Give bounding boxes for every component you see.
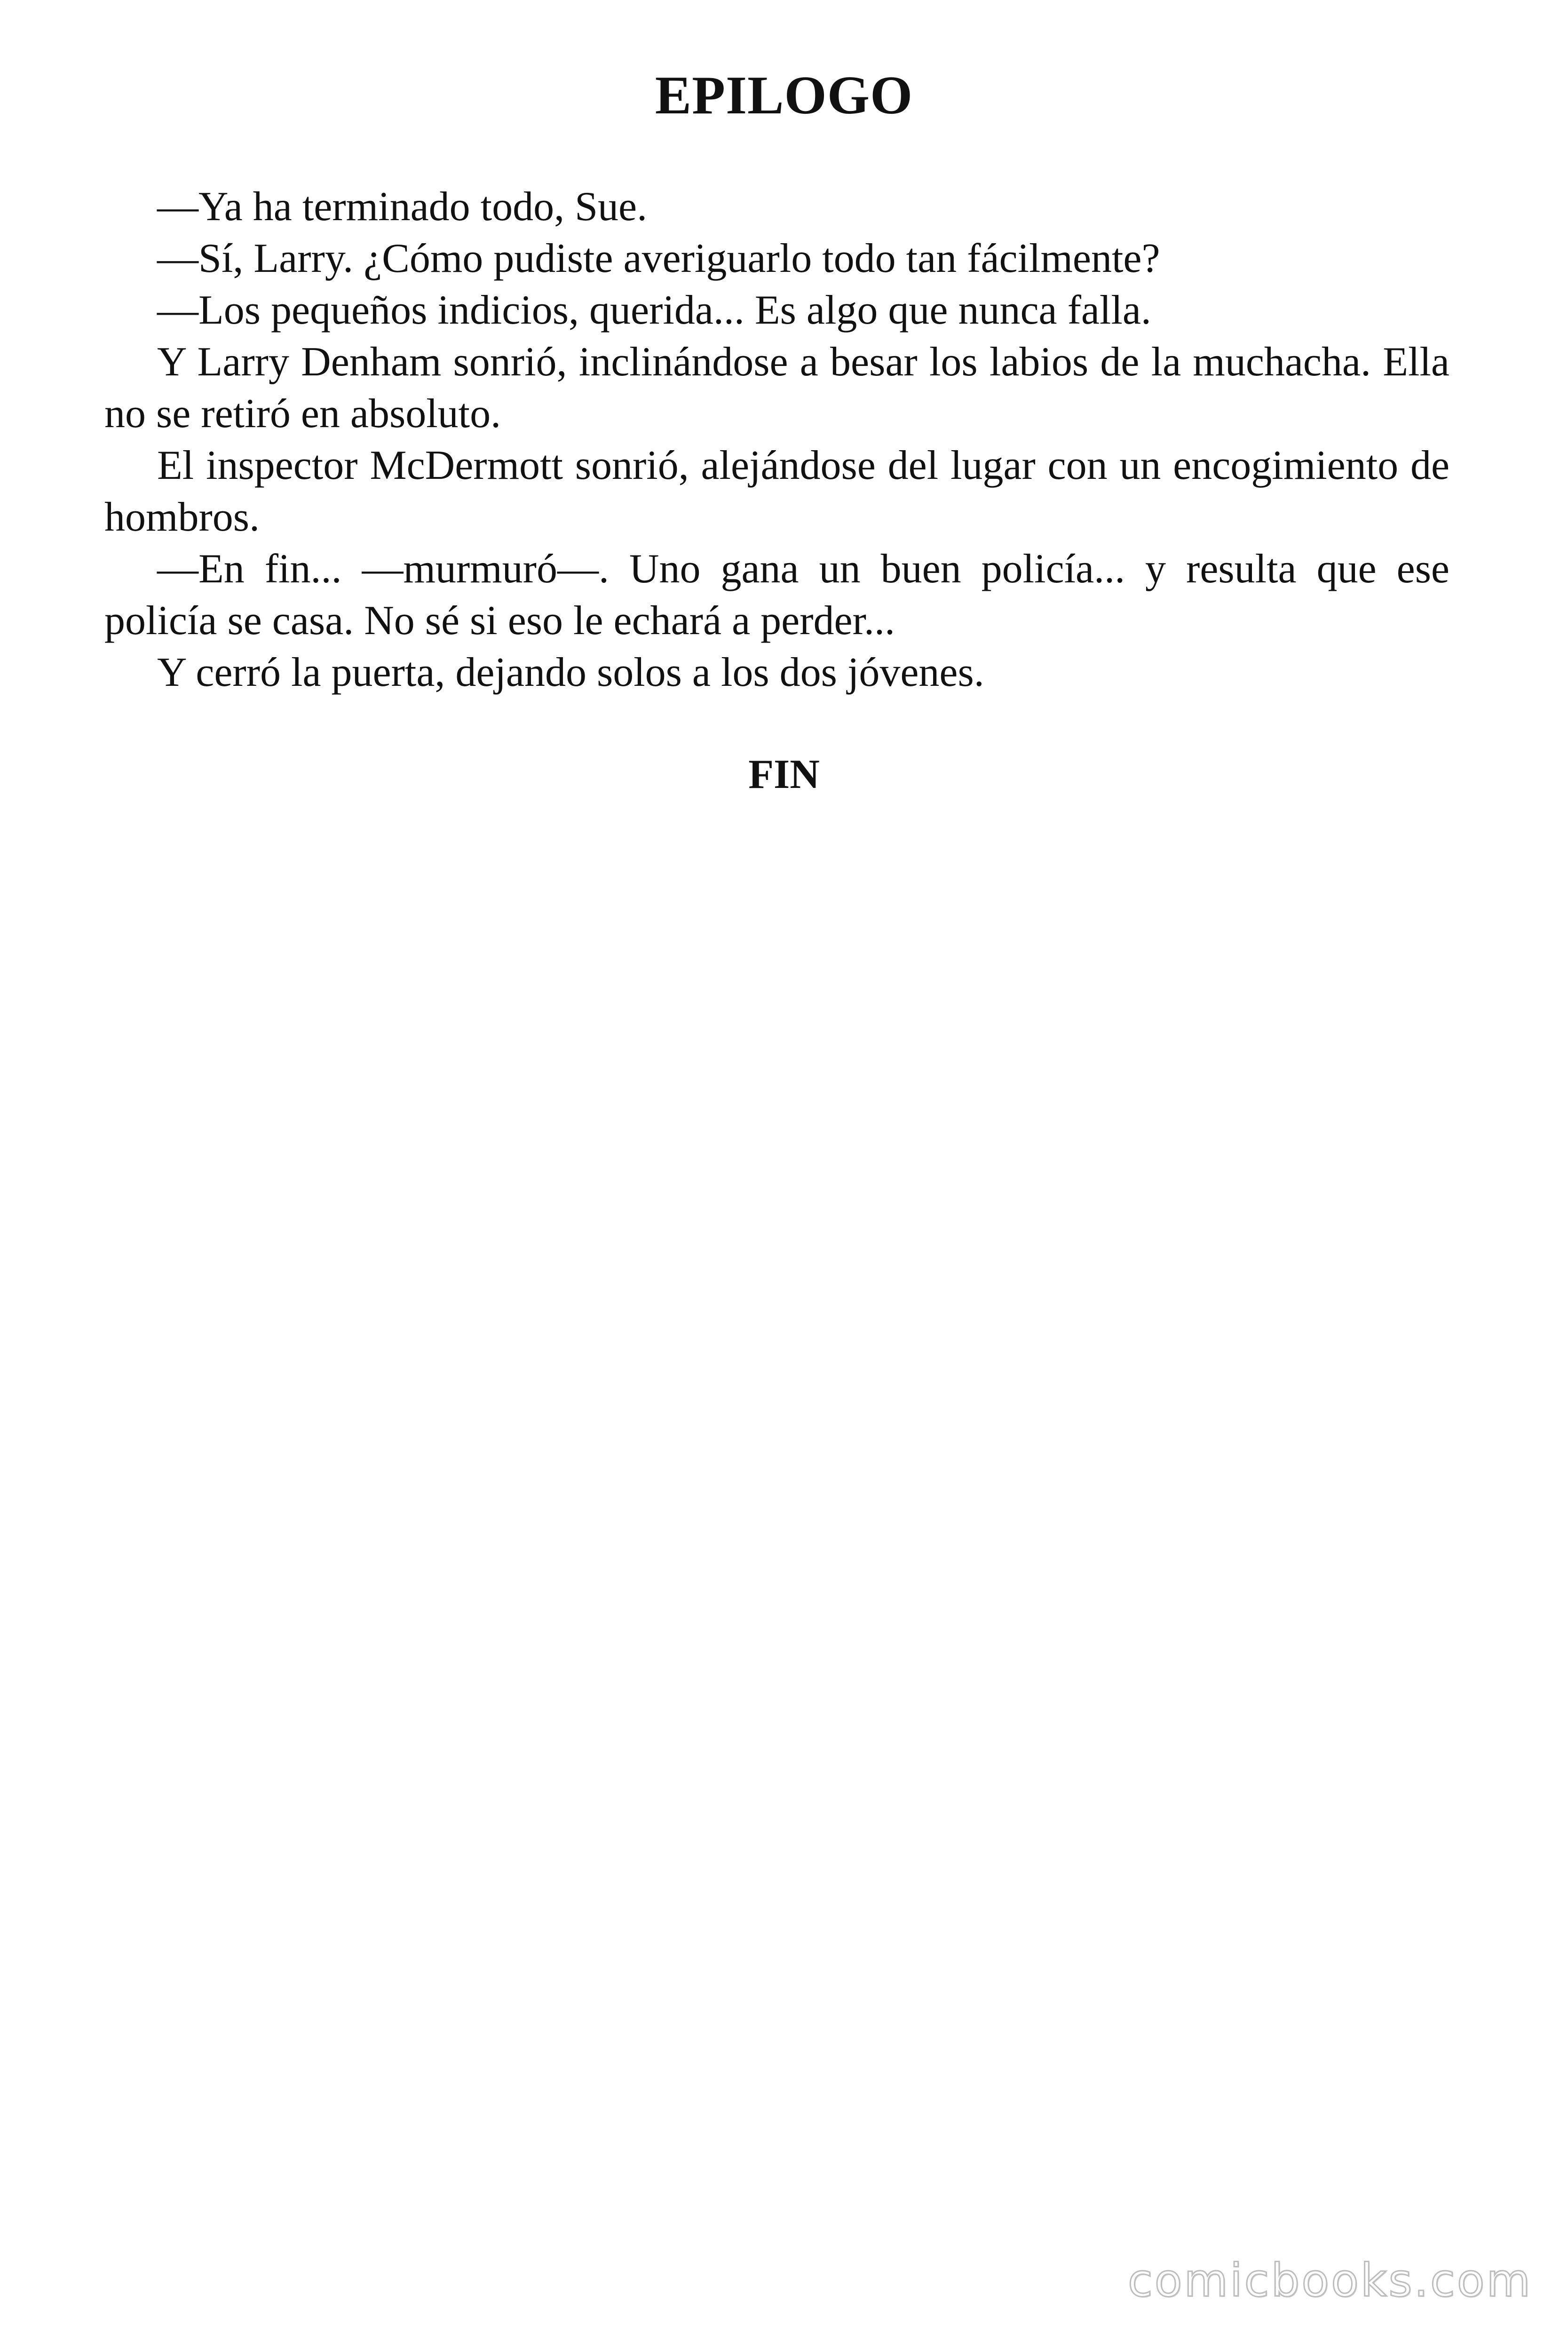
paragraph: —Ya ha terminado todo, Sue. — [157, 184, 648, 230]
paragraph: —En fin... —murmuró—. Uno gana un buen policía... y resulta que ese policía se casa. No sé si eso le echará a perder... — [104, 546, 1449, 644]
paragraph: —Sí, Larry. ¿Cómo pudiste averiguarlo todo tan fácilmente? — [157, 236, 1160, 281]
paragraph: Y Larry Denham sonrió, inclinándose a besar los labios de la muchacha. Ella no se retiró en absoluto. — [104, 339, 1449, 437]
end-mark: FIN — [748, 752, 820, 797]
watermark: comicbooks.com — [1127, 2254, 1532, 2307]
chapter-title: EPILOGO — [655, 65, 913, 126]
paragraph: —Los pequeños indicios, querida... Es algo que nunca falla. — [157, 287, 1151, 333]
paragraph: El inspector McDermott sonrió, alejándose del lugar con un encogimiento de hombros. — [104, 443, 1449, 540]
paragraph: Y cerró la puerta, dejando solos a los dos jóvenes. — [157, 650, 984, 695]
body-text — [104, 181, 1449, 699]
